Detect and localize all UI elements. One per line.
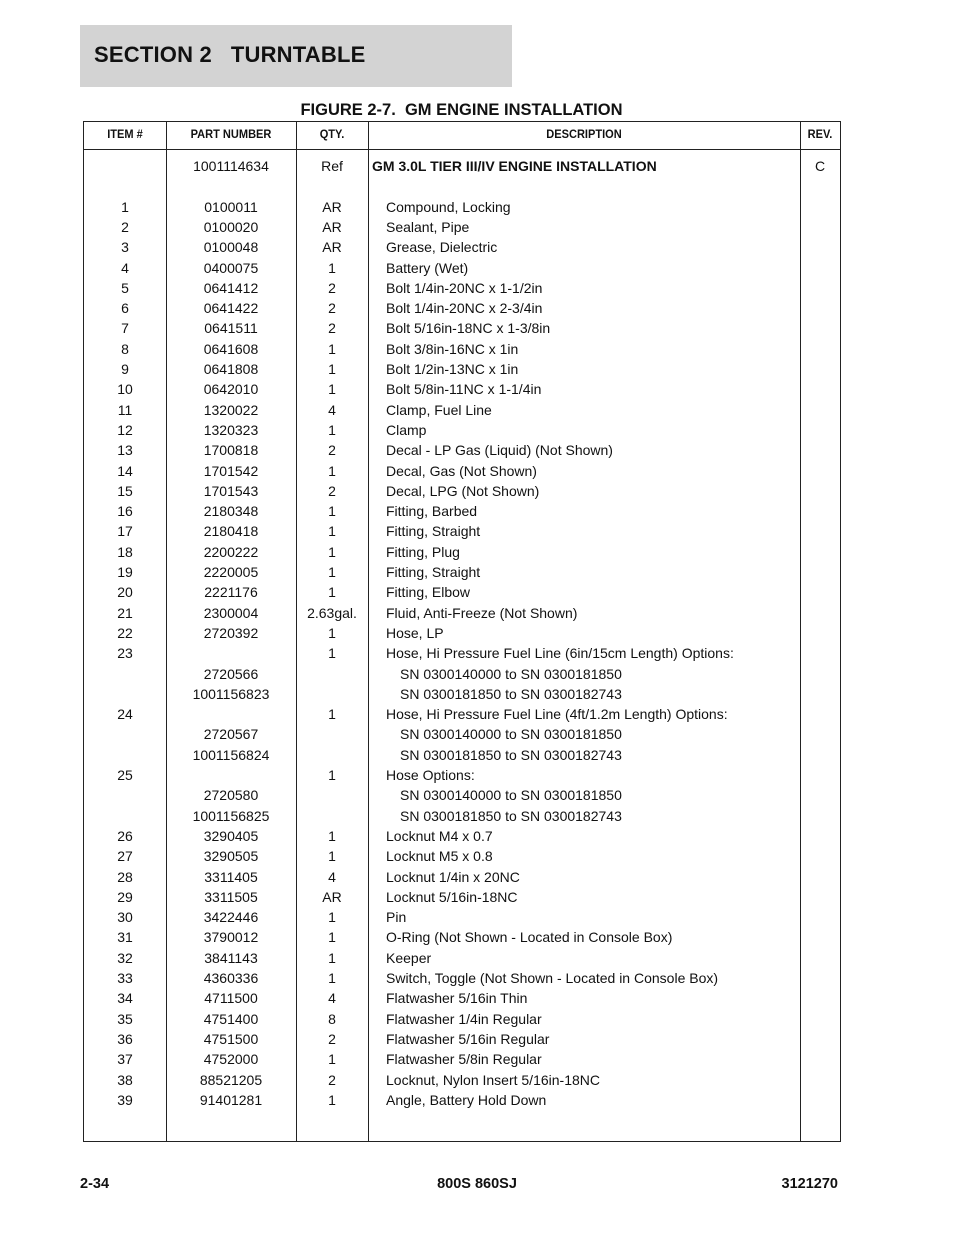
cell-description: Flatwasher 5/16in Thin — [386, 990, 528, 1007]
section-title: SECTION 2 TURNTABLE — [94, 42, 366, 67]
cell-item: 26 — [117, 827, 133, 844]
table-row — [84, 218, 840, 238]
cell-qty: 1 — [328, 929, 336, 946]
cell-part-number: 0641511 — [204, 320, 258, 337]
cell-qty: 8 — [328, 1010, 336, 1027]
cell-part-number: 2180348 — [203, 503, 259, 520]
table-row — [84, 522, 840, 542]
cell-qty: 1 — [328, 523, 336, 540]
table-row — [84, 157, 840, 177]
table-row — [84, 807, 840, 827]
cell-item: 28 — [117, 868, 133, 885]
cell-part-number: 0641608 — [203, 340, 259, 357]
cell-description: SN 0300181850 to SN 0300182743 — [400, 746, 622, 763]
cell-item: 12 — [117, 421, 133, 438]
cell-description: Decal, LPG (Not Shown) — [386, 482, 540, 499]
cell-qty: 2 — [328, 1030, 336, 1047]
cell-item: 3 — [121, 239, 129, 256]
table-header — [84, 122, 840, 149]
cell-item: 5 — [121, 279, 129, 296]
cell-part-number: 1700818 — [203, 442, 259, 459]
table-row — [84, 786, 840, 806]
cell-qty: 1 — [328, 564, 336, 580]
cell-qty: 1 — [328, 767, 336, 783]
table-row — [84, 1030, 840, 1050]
table-row — [84, 583, 840, 603]
table-row — [84, 908, 840, 928]
cell-part-number: 2720392 — [203, 624, 259, 641]
cell-qty: 1 — [328, 584, 336, 601]
cell-item: 17 — [117, 523, 133, 540]
table-row — [84, 868, 840, 888]
cell-description: Grease, Dielectric — [386, 239, 498, 256]
cell-description: Fitting, Plug — [386, 543, 460, 560]
cell-qty: 4 — [328, 990, 336, 1007]
table-row — [84, 1010, 840, 1030]
cell-item: 36 — [117, 1030, 133, 1047]
cell-item: 39 — [117, 1091, 133, 1108]
cell-description: Flatwasher 5/8in Regular — [386, 1051, 542, 1068]
cell-item: 14 — [117, 462, 133, 479]
cell-description: Hose, LP — [386, 624, 444, 641]
table-row — [84, 279, 840, 299]
cell-item: 24 — [117, 706, 133, 723]
cell-item: 38 — [117, 1071, 133, 1088]
cell-item: 25 — [117, 767, 133, 783]
header-description: DESCRIPTION — [546, 127, 622, 141]
cell-qty: 1 — [328, 706, 336, 723]
header-part-number: PART NUMBER — [190, 127, 272, 141]
table-row — [84, 949, 840, 969]
table-row — [84, 746, 840, 766]
cell-part-number: 1001156824 — [192, 746, 270, 763]
cell-item: 10 — [117, 381, 133, 398]
table-row — [84, 502, 840, 522]
cell-part-number: 4751500 — [203, 1030, 259, 1047]
table-row — [84, 989, 840, 1009]
table-row — [84, 928, 840, 948]
cell-qty: 1 — [328, 827, 336, 844]
table-row — [84, 319, 840, 339]
cell-description: Compound, Locking — [386, 198, 511, 215]
cell-qty: 1 — [328, 949, 336, 966]
cell-description: Decal - LP Gas (Liquid) (Not Shown) — [386, 442, 613, 459]
cell-qty: 1 — [328, 909, 336, 926]
cell-description: O-Ring (Not Shown - Located in Console Box) — [386, 929, 673, 946]
cell-part-number: 1320022 — [203, 401, 259, 418]
table-row — [84, 340, 840, 360]
cell-qty: AR — [322, 198, 342, 215]
cell-qty: 1 — [328, 624, 336, 641]
cell-item: 18 — [117, 543, 133, 560]
table-row — [84, 847, 840, 867]
cell-description: Fitting, Straight — [386, 523, 481, 540]
table-row — [84, 725, 840, 745]
cell-item: 20 — [117, 584, 133, 601]
model-name: 800S 860SJ — [437, 1176, 517, 1192]
cell-part-number: 1320323 — [203, 421, 259, 438]
cell-description: Hose, Hi Pressure Fuel Line (4ft/1.2m Length) Options: — [386, 706, 728, 723]
cell-qty: 2 — [328, 482, 336, 499]
cell-item: 23 — [117, 645, 133, 662]
cell-qty: 1 — [328, 361, 336, 377]
cell-qty: 2 — [328, 300, 336, 317]
cell-description: Clamp — [386, 421, 427, 438]
cell-description: Pin — [386, 909, 407, 926]
cell-part-number: 2221176 — [204, 584, 258, 601]
cell-qty: 4 — [328, 401, 336, 418]
cell-item: 32 — [117, 949, 133, 966]
cell-item: 27 — [117, 848, 133, 865]
page-number: 2-34 — [80, 1176, 110, 1192]
cell-part-number: 4711500 — [204, 990, 258, 1007]
cell-item: 13 — [117, 442, 133, 459]
cell-description: Bolt 3/8in-16NC x 1in — [386, 340, 519, 357]
parts-table — [83, 121, 841, 1142]
cell-item: 7 — [121, 320, 129, 337]
cell-description: Bolt 5/16in-18NC x 1-3/8in — [386, 320, 551, 337]
table-row — [84, 543, 840, 563]
cell-description: Hose, Hi Pressure Fuel Line (6in/15cm Length) Options: — [386, 645, 734, 662]
cell-qty: 1 — [328, 503, 336, 520]
cell-description: Flatwasher 5/16in Regular — [386, 1030, 550, 1047]
cell-part-number: 4360336 — [203, 970, 259, 986]
cell-description: Bolt 1/4in-20NC x 1-1/2in — [386, 279, 543, 296]
cell-part-number: 0641808 — [203, 361, 259, 377]
cell-part-number: 1001156825 — [192, 807, 270, 824]
cell-qty: 1 — [328, 259, 336, 276]
cell-item: 34 — [117, 990, 133, 1007]
cell-part-number: 0100020 — [203, 218, 259, 235]
cell-item: 31 — [117, 929, 133, 946]
cell-item: 35 — [117, 1010, 133, 1027]
cell-part-number: 91401281 — [199, 1091, 263, 1108]
cell-qty: AR — [322, 888, 342, 905]
table-row — [84, 665, 840, 685]
cell-item: 30 — [117, 909, 133, 926]
table-row — [84, 1071, 840, 1091]
cell-description: Locknut 5/16in-18NC — [386, 888, 518, 905]
table-row — [84, 360, 840, 380]
cell-part-number: 3790012 — [203, 929, 259, 946]
cell-item: 33 — [117, 970, 133, 986]
cell-qty: 1 — [328, 970, 336, 986]
table-row — [84, 888, 840, 908]
cell-description: GM 3.0L TIER III/IV ENGINE INSTALLATION — [372, 158, 657, 174]
table-row — [84, 259, 840, 279]
cell-part-number: 3311505 — [204, 888, 258, 905]
cell-description: Fitting, Straight — [386, 564, 481, 580]
cell-part-number: 0641412 — [203, 279, 259, 296]
table-row — [84, 177, 840, 197]
cell-part-number: 1701543 — [203, 482, 259, 499]
cell-part-number: 1701542 — [203, 462, 259, 479]
cell-description: Switch, Toggle (Not Shown - Located in Console Box) — [386, 970, 719, 986]
cell-item: 6 — [121, 300, 129, 317]
table-row — [84, 604, 840, 624]
table-row — [84, 299, 840, 319]
cell-part-number: 3311405 — [204, 868, 258, 885]
cell-description: Battery (Wet) — [386, 259, 469, 276]
cell-item: 15 — [117, 482, 133, 499]
header-item: ITEM # — [107, 127, 143, 141]
cell-item: 19 — [117, 564, 133, 580]
cell-qty: 2 — [328, 442, 336, 459]
cell-description: Fitting, Elbow — [386, 584, 471, 601]
table-row — [84, 380, 840, 400]
table-row — [84, 462, 840, 482]
table-row — [84, 482, 840, 502]
table-row — [84, 421, 840, 441]
cell-part-number: 3841143 — [204, 949, 258, 966]
cell-part-number: 88521205 — [199, 1071, 263, 1088]
cell-item: 29 — [117, 888, 133, 905]
cell-item: 16 — [117, 503, 133, 520]
cell-qty: AR — [322, 239, 342, 256]
table-row — [84, 441, 840, 461]
cell-description: SN 0300181850 to SN 0300182743 — [400, 685, 622, 702]
table-row — [84, 685, 840, 705]
table-row — [84, 198, 840, 218]
cell-description: Hose Options: — [386, 767, 475, 783]
figure-title: FIGURE 2-7. GM ENGINE INSTALLATION — [300, 101, 623, 119]
cell-description: Locknut, Nylon Insert 5/16in-18NC — [386, 1071, 600, 1088]
cell-item: 9 — [121, 361, 129, 377]
cell-qty: 1 — [328, 1091, 336, 1108]
table-row — [84, 766, 840, 786]
cell-part-number: 2220005 — [203, 564, 259, 580]
table-row — [84, 827, 840, 847]
cell-description: Flatwasher 1/4in Regular — [386, 1010, 542, 1027]
cell-part-number: 3290405 — [203, 827, 259, 844]
cell-part-number: 1001156823 — [192, 685, 270, 702]
document-number: 3121270 — [781, 1176, 838, 1192]
cell-qty: 2.63gal. — [307, 604, 357, 621]
cell-part-number: 2720566 — [203, 665, 259, 682]
cell-qty: 2 — [328, 1071, 336, 1088]
cell-description: Bolt 1/4in-20NC x 2-3/4in — [386, 300, 543, 317]
cell-description: Locknut M4 x 0.7 — [386, 827, 493, 844]
cell-qty: 1 — [328, 421, 336, 438]
cell-part-number: 0100048 — [203, 239, 259, 256]
cell-description: Fluid, Anti-Freeze (Not Shown) — [386, 604, 578, 621]
cell-qty: 1 — [328, 543, 336, 560]
cell-item: 4 — [121, 259, 129, 276]
cell-part-number: 0642010 — [203, 381, 259, 398]
cell-part-number: 3422446 — [203, 909, 259, 926]
table-row — [84, 238, 840, 258]
cell-qty: 4 — [328, 868, 336, 885]
cell-part-number: 2720567 — [203, 726, 259, 743]
cell-part-number: 0641422 — [203, 300, 259, 317]
table-row — [84, 1091, 840, 1111]
cell-qty: 1 — [328, 462, 336, 479]
cell-description: SN 0300140000 to SN 0300181850 — [400, 787, 622, 804]
cell-qty: 1 — [328, 645, 336, 662]
cell-description: Locknut 1/4in x 20NC — [386, 868, 520, 885]
cell-part-number: 4751400 — [203, 1010, 259, 1027]
cell-item: 21 — [117, 604, 133, 621]
cell-part-number: 1001114634 — [193, 158, 269, 174]
cell-qty: AR — [322, 218, 342, 235]
cell-qty: 1 — [328, 381, 336, 398]
section-banner — [80, 25, 512, 87]
cell-part-number: 2720580 — [203, 787, 259, 804]
table-row — [84, 401, 840, 421]
cell-part-number: 0400075 — [203, 259, 259, 276]
cell-item: 1 — [121, 198, 129, 215]
table-row — [84, 644, 840, 664]
cell-description: Sealant, Pipe — [386, 218, 470, 235]
cell-qty: 2 — [328, 279, 336, 296]
header-divider — [84, 149, 840, 150]
cell-qty: 1 — [328, 848, 336, 865]
cell-description: Bolt 5/8in-11NC x 1-1/4in — [386, 381, 542, 398]
table-row — [84, 563, 840, 583]
cell-qty: 2 — [328, 320, 336, 337]
cell-item: 8 — [121, 340, 129, 357]
cell-qty: Ref — [321, 158, 343, 174]
cell-description: SN 0300181850 to SN 0300182743 — [400, 807, 622, 824]
cell-description: Keeper — [386, 949, 432, 966]
cell-part-number: 0100011 — [204, 198, 258, 215]
cell-description: Fitting, Barbed — [386, 503, 478, 520]
table-row — [84, 705, 840, 725]
cell-part-number: 2200222 — [203, 543, 259, 560]
cell-item: 11 — [117, 401, 133, 418]
cell-rev: C — [814, 158, 826, 174]
table-row — [84, 624, 840, 644]
cell-description: Decal, Gas (Not Shown) — [386, 462, 537, 479]
cell-part-number: 4752000 — [203, 1051, 259, 1068]
cell-qty: 1 — [328, 340, 336, 357]
cell-description: SN 0300140000 to SN 0300181850 — [400, 665, 622, 682]
cell-item: 22 — [117, 624, 133, 641]
cell-part-number: 2300004 — [203, 604, 259, 621]
table-row — [84, 969, 840, 989]
cell-description: Locknut M5 x 0.8 — [386, 848, 493, 865]
cell-item: 37 — [117, 1051, 133, 1068]
header-rev: REV. — [807, 127, 833, 141]
header-qty: QTY. — [319, 127, 345, 141]
cell-part-number: 2180418 — [203, 523, 259, 540]
table-row — [84, 1050, 840, 1070]
cell-description: Clamp, Fuel Line — [386, 401, 492, 418]
cell-part-number: 3290505 — [203, 848, 259, 865]
cell-description: Bolt 1/2in-13NC x 1in — [386, 361, 519, 377]
cell-item: 2 — [121, 218, 129, 235]
cell-description: Angle, Battery Hold Down — [386, 1091, 547, 1108]
cell-description: SN 0300140000 to SN 0300181850 — [400, 726, 622, 743]
cell-qty: 1 — [328, 1051, 336, 1068]
